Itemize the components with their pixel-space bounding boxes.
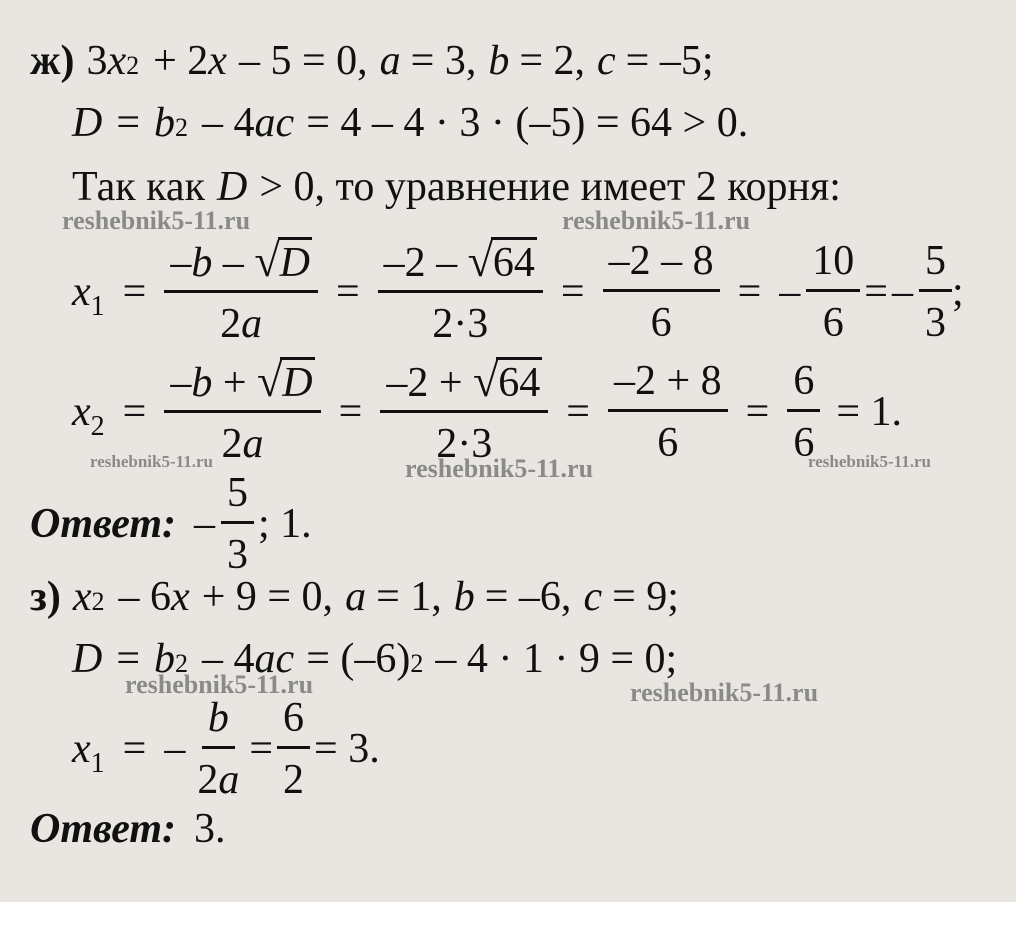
problem-zh-equation: ж) 3 x 2 + 2 x – 5 = 0, a = 3, b = 2, c = –5; [30, 38, 714, 84]
watermark: reshebnik5-11.ru [62, 206, 251, 235]
fraction: –b + √ D 2a [164, 357, 320, 467]
problem-z-discriminant: D = b 2 – 4 ac = (–6) 2 – 4 · 1 · 9 = 0; [72, 636, 678, 682]
problem-zh-statement: Так как D > 0, то уравнение имеет 2 корня: [72, 164, 841, 210]
fraction: –b – √ D 2a [164, 237, 318, 347]
problem-z-equation: з) x 2 – 6 x + 9 = 0, a = 1, b = –6, c = 9; [30, 574, 679, 620]
problem-zh-discriminant: D = b 2 – 4 ac = 4 – 4 · 3 · (–5) = 64 > 0. [72, 100, 749, 146]
problem-zh-root-x2: $x_2$ = –b + √ D 2a = –2 + √ 64 2·3 = $\frac{-2 + 8}{6}$ = $\frac{6}{6}$ = 1. [72, 354, 902, 467]
radical: √ D [257, 354, 313, 406]
radical: √ 64 [473, 354, 541, 406]
radical: √ D [254, 234, 310, 286]
watermark: reshebnik5-11.ru [808, 452, 931, 471]
watermark: reshebnik5-11.ru [405, 454, 594, 483]
problem-zh-label: ж) [30, 38, 75, 84]
problem-zh-answer: Ответ: – $\frac{5}{3}$ ; 1. [30, 470, 312, 578]
fraction: $\frac{5}{3}$ [221, 470, 254, 577]
fraction: $\frac{-2 + 8}{6}$ [608, 358, 728, 465]
problem-zh-root-x1: $x_1$ = –b – √ D 2a = –2 – √ 64 2·3 = $\frac{-2 - 8}{6}$ = – $\frac{10}{6}$ = – $\frac{5}{3}$ ; [72, 234, 964, 347]
fraction: $\frac{6}{6}$ [787, 358, 820, 465]
fraction: $\frac{b}{2a}$ [197, 695, 240, 803]
problem-z-label: з) [30, 574, 61, 620]
fraction: $\frac{-2 - 8}{6}$ [603, 238, 720, 345]
fraction: $\frac{5}{3}$ [919, 238, 952, 345]
fraction: $\frac{6}{2}$ [277, 695, 310, 802]
watermark: reshebnik5-11.ru [562, 206, 751, 235]
fraction: $\frac{10}{6}$ [806, 238, 860, 345]
watermark: reshebnik5-11.ru [90, 452, 213, 471]
problem-z-answer: Ответ: 3. [30, 806, 226, 852]
problem-z-root-x1: $x_1$ = – $\frac{b}{2a}$ = $\frac{6}{2}$ = 3. [72, 695, 380, 803]
watermark: reshebnik5-11.ru [630, 678, 819, 707]
fraction: –2 – √ 64 2·3 [378, 237, 543, 347]
radical: √ 64 [467, 234, 535, 286]
fraction: –2 + √ 64 2·3 [380, 357, 548, 467]
watermark: reshebnik5-11.ru [125, 670, 314, 699]
